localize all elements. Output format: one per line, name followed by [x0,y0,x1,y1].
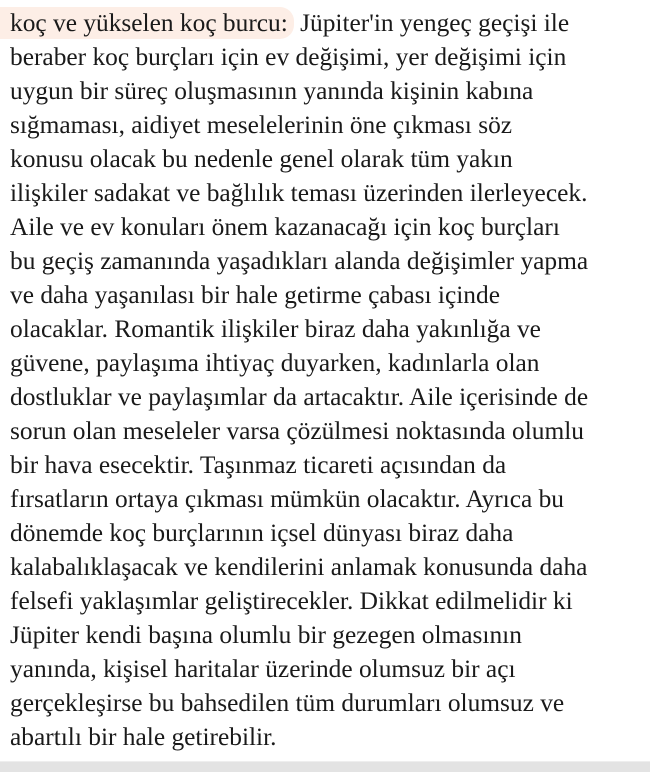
highlighted-phrase: koç ve yükselen koç burcu: [0,7,294,39]
text-line: bir hava esecektir. Taşınmaz ticareti açısından da [10,451,507,479]
text-line: dönemde koç burçlarının içsel dünyası biraz daha [10,519,514,547]
text-line: konusu olacak bu nedenle genel olarak tüm yakın [10,145,513,173]
text-line: kalabalıklaşacak ve kendilerini anlamak konusunda daha [10,553,588,581]
text-line: abartılı bir hale getirebilir. [10,723,277,751]
text-line: bu geçiş zamanında yaşadıkları alanda değişimler yapma [10,247,589,275]
text-line-1-rest: Jüpiter'in yengeç geçişi ile [293,9,570,37]
text-line: sığmaması, aidiyet meselelerinin öne çıkması söz [10,111,513,139]
text-line-1 [10,6,650,40]
text-line: gerçekleşirse bu bahsedilen tüm durumları olumsuz ve [10,689,565,717]
text-line: sorun olan meseleler varsa çözülmesi noktasında olumlu [10,417,584,445]
text-line: Jüpiter kendi başına olumlu bir gezegen olmasının [10,621,522,649]
text-line: yanında, kişisel haritalar üzerinde olumsuz bir açı [10,655,516,683]
text-line: ve daha yaşanılası bir hale getirme çabası içinde [10,281,500,309]
text-line: beraber koç burçları için ev değişimi, yer değişimi için [10,43,567,71]
text-line: felsefi yaklaşımlar geliştirecekler. Dikkat edilmelidir ki [10,587,573,615]
text-line: ilişkiler sadakat ve bağlılık teması üzerinden ilerleyecek. [10,179,588,207]
text-line: uygun bir süreç oluşmasının yanında kişinin kabına [10,77,534,105]
text-line: Aile ve ev konuları önem kazanacağı için koç burçları [10,213,560,241]
text-line: dostluklar ve paylaşımlar da artacaktır. Aile içerisinde de [10,383,589,411]
bottom-bar [0,761,650,772]
text-line: fırsatların ortaya çıkması mümkün olacaktır. Ayrıca bu [10,485,564,513]
article-text [10,6,650,754]
text-line: güvene, paylaşıma ihtiyaç duyarken, kadınlarla olan [10,349,540,377]
text-line: olacaklar. Romantik ilişkiler biraz daha yakınlığa ve [10,315,541,343]
